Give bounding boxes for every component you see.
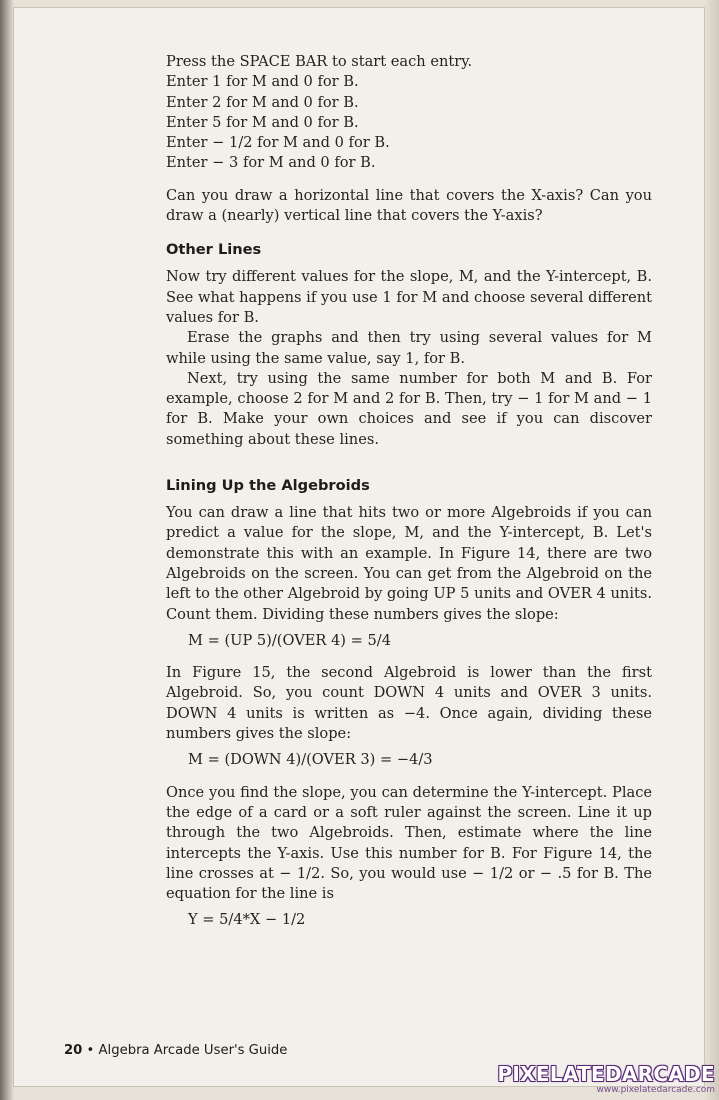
paragraph: You can draw a line that hits two or more Algebroids if you can predict a value for the slope, M, and the Y-intercept, B. Let's demonstrate this with an example. In Figure 14, there are two Algebroids on the screen. You can get from the Algebroid on the left to the other Algebroid by going UP 5 units and OVER 4 units. Count them. Dividing these numbers gives the slope: (166, 504, 652, 623)
instruction-line: Enter − 3 for M and 0 for B. (166, 154, 376, 172)
page-edge (704, 0, 719, 1100)
paragraph: Once you find the slope, you can determine the Y-intercept. Place the edge of a card or a soft ruler against the screen. Line it up through the two Algebroids. Then, estimate where the line intercepts the Y-axis. Use this number for B. For Figure 14, the line crosses at − 1/2. So, you would use − 1/2 or − .5 for B. The equation for the line is (166, 783, 652, 903)
footer-title: Algebra Arcade User's Guide (98, 1043, 288, 1058)
page-footer (64, 1043, 287, 1058)
section-heading-lining-up: Lining Up the Algebroids (166, 477, 370, 495)
watermark-url: www.pixelatedarcade.com (596, 1085, 715, 1095)
slope-formula-up: M = (UP 5)/(OVER 4) = 5/4 (188, 631, 391, 649)
slope-formula-down: M = (DOWN 4)/(OVER 3) = −4/3 (188, 751, 433, 769)
instruction-line: Enter 2 for M and 0 for B. (166, 93, 359, 111)
line-equation: Y = 5/4*X − 1/2 (188, 911, 306, 929)
instruction-line: Enter 5 for M and 0 for B. (166, 113, 359, 131)
section-heading-other-lines: Other Lines (166, 241, 262, 259)
paragraph: In Figure 15, the second Algebroid is lower than the first Algebroid. So, you count DOWN 4 units and OVER 3 units. DOWN 4 units is written as −4. Once again, dividing these numbers gives the slope: (166, 664, 652, 743)
book-spine-shadow (0, 0, 14, 1100)
page-number: 20 (64, 1043, 83, 1058)
watermark-title: PIXELATEDARCADE (497, 1062, 715, 1086)
instruction-line: Enter 1 for M and 0 for B. (166, 73, 359, 91)
instruction-line: Enter − 1/2 for M and 0 for B. (166, 134, 390, 152)
footer-separator: • (82, 1043, 99, 1058)
watermark (497, 1063, 715, 1095)
instruction-line: Press the SPACE BAR to start each entry. (166, 53, 473, 70)
instruction-list (166, 52, 652, 174)
question-paragraph: Can you draw a horizontal line that covers the X-axis? Can you draw a (nearly) vertical line that covers the Y-axis? (166, 186, 652, 225)
paragraph: Now try different values for the slope, M, and the Y-intercept, B. See what happens if you use 1 for M and choose several different values for B. (166, 268, 652, 326)
paragraph: Erase the graphs and then try using several values for M while using the same value, say 1, for B. (166, 329, 652, 367)
page-body (166, 52, 652, 931)
paragraph: Next, try using the same number for both M and B. For example, choose 2 for M and 2 for B. Then, try − 1 for M and − 1 for B. Make your own choices and see if you can discover something about these lines. (166, 369, 652, 448)
